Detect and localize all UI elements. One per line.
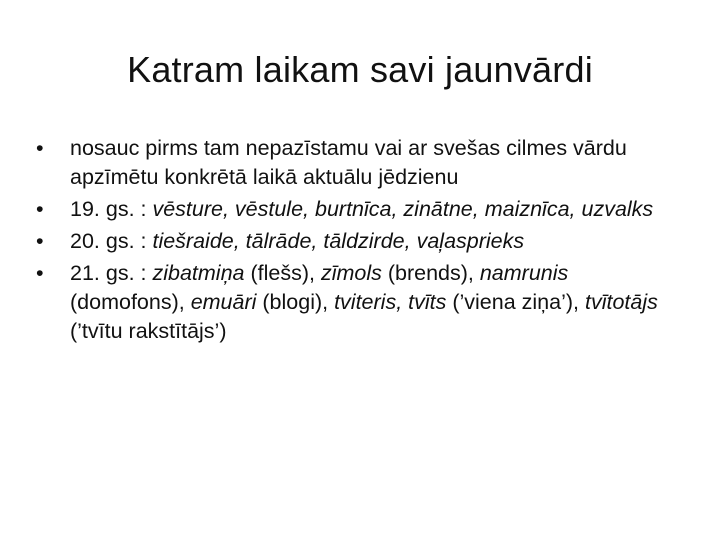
bullet-dot-icon: • xyxy=(36,197,44,221)
bullet-text: (flešs), xyxy=(244,261,321,285)
bullet-text: nosauc pirms tam nepazīstamu vai ar svešas cilmes vārdu apzīmētu konkrētā laikā aktuālu jēdzienu xyxy=(70,136,627,189)
bullet-item xyxy=(36,227,676,256)
bullet-text-italic: tvītotājs xyxy=(584,290,658,314)
bullet-text-italic: vēsture, vēstule, burtnīca, zinātne, maiznīca, uzvalks xyxy=(152,197,654,221)
bullet-text: 19. gs. : xyxy=(70,197,153,221)
bullet-text: 21. gs. : xyxy=(70,261,153,285)
bullet-list xyxy=(36,134,676,349)
bullet-text-italic: namrunis xyxy=(479,261,569,285)
bullet-dot-icon: • xyxy=(36,136,44,160)
bullet-text: (’viena ziņa’), xyxy=(446,290,585,314)
bullet-text: (’tvītu rakstītājs’) xyxy=(70,319,227,343)
bullet-text: 20. gs. : xyxy=(70,229,153,253)
bullet-item xyxy=(36,134,676,192)
bullet-item xyxy=(36,259,676,346)
bullet-text-italic: emuāri xyxy=(190,290,257,314)
bullet-text-italic: zīmols xyxy=(320,261,382,285)
bullet-text-italic: tiešraide, tālrāde, tāldzirde, vaļasprieks xyxy=(152,229,525,253)
bullet-text-italic: zibatmiņa xyxy=(152,261,245,285)
bullet-dot-icon: • xyxy=(36,229,44,253)
bullet-text: (brends), xyxy=(381,261,480,285)
bullet-text-italic: tviteris, tvīts xyxy=(334,290,447,314)
bullet-text: (blogi), xyxy=(256,290,335,314)
bullet-item xyxy=(36,195,676,224)
bullet-text: (domofons), xyxy=(70,290,191,314)
slide-title: Katram laikam savi jaunvārdi xyxy=(127,49,593,90)
bullet-dot-icon: • xyxy=(36,261,44,285)
